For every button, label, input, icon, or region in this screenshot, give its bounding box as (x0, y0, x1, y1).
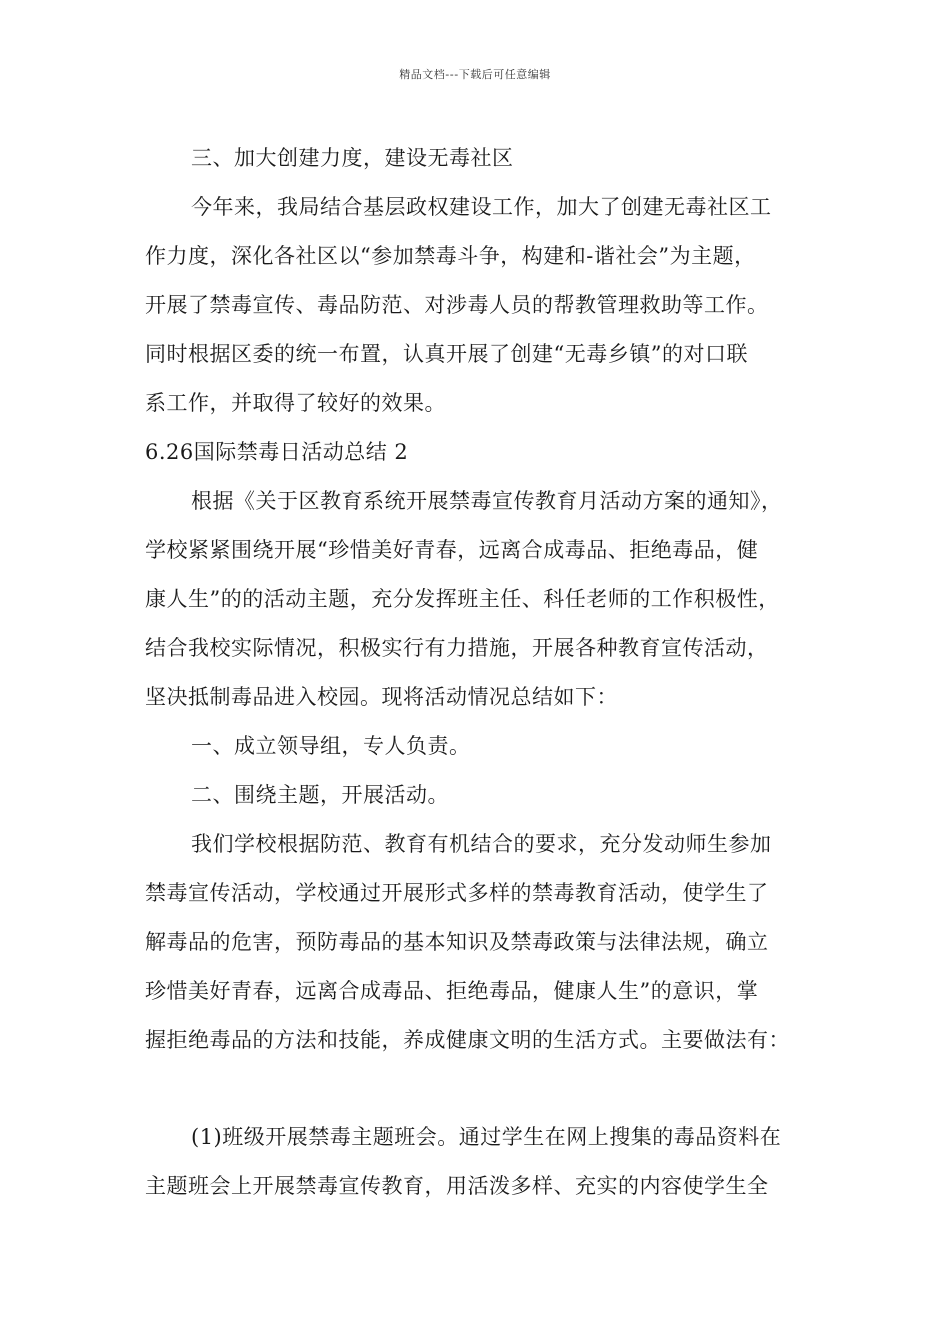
paragraph-line: 握拒绝毒品的方法和技能，养成健康文明的生活方式。主要做法有： (145, 1028, 790, 1052)
paragraph-line: 系工作，并取得了较好的效果。 (145, 391, 446, 415)
paragraph-line: 珍惜美好青春，远离合成毒品、拒绝毒品，健康人生”的意识，掌 (145, 979, 759, 1003)
paragraph-line: 我们学校根据防范、教育有机结合的要求，充分发动师生参加 (191, 832, 772, 856)
paragraph-line: 解毒品的危害，预防毒品的基本知识及禁毒政策与法律法规，确立 (145, 930, 769, 954)
page-header: 精品文档---下载后可任意编辑 (399, 68, 551, 81)
paragraph-line: 康人生”的的活动主题，充分发挥班主任、科任老师的工作积极性， (145, 587, 780, 611)
section-heading: 三、加大创建力度，建设无毒社区 (191, 146, 514, 170)
paragraph-line: 主题班会上开展禁毒宣传教育，用活泼多样、充实的内容使学生全 (145, 1174, 769, 1198)
paragraph-line: 今年来，我局结合基层政权建设工作，加大了创建无毒社区工 (191, 195, 772, 219)
paragraph-line: (1)班级开展禁毒主题班会。通过学生在网上搜集的毒品资料在 (191, 1125, 782, 1149)
paragraph-line: 结合我校实际情况，积极实行有力措施，开展各种教育宣传活动， (145, 636, 769, 660)
paragraph-line: 作力度，深化各社区以“参加禁毒斗争，构建和-谐社会”为主题， (145, 244, 756, 268)
paragraph-gap (145, 1065, 825, 1113)
paragraph-line: 学校紧紧围绕开展“珍惜美好青春，远离合成毒品、拒绝毒品，健 (145, 538, 759, 562)
paragraph-line: 禁毒宣传活动，学校通过开展形式多样的禁毒教育活动，使学生了 (145, 881, 769, 905)
document-title: 6.26国际禁毒日活动总结 2 (145, 440, 409, 464)
paragraph-line: 开展了禁毒宣传、毒品防范、对涉毒人员的帮教管理救助等工作。 (145, 293, 769, 317)
paragraph-line: 根据《关于区教育系统开展禁毒宣传教育月活动方案的通知》， (191, 489, 783, 513)
paragraph-line: 同时根据区委的统一布置，认真开展了创建“无毒乡镇”的对口联 (145, 342, 748, 366)
section-heading: 一、成立领导组，专人负责。 (191, 734, 471, 758)
section-heading: 二、围绕主题，开展活动。 (191, 783, 449, 807)
document-body (145, 134, 825, 1211)
paragraph-line: 坚决抵制毒品进入校园。现将活动情况总结如下： (145, 685, 618, 709)
